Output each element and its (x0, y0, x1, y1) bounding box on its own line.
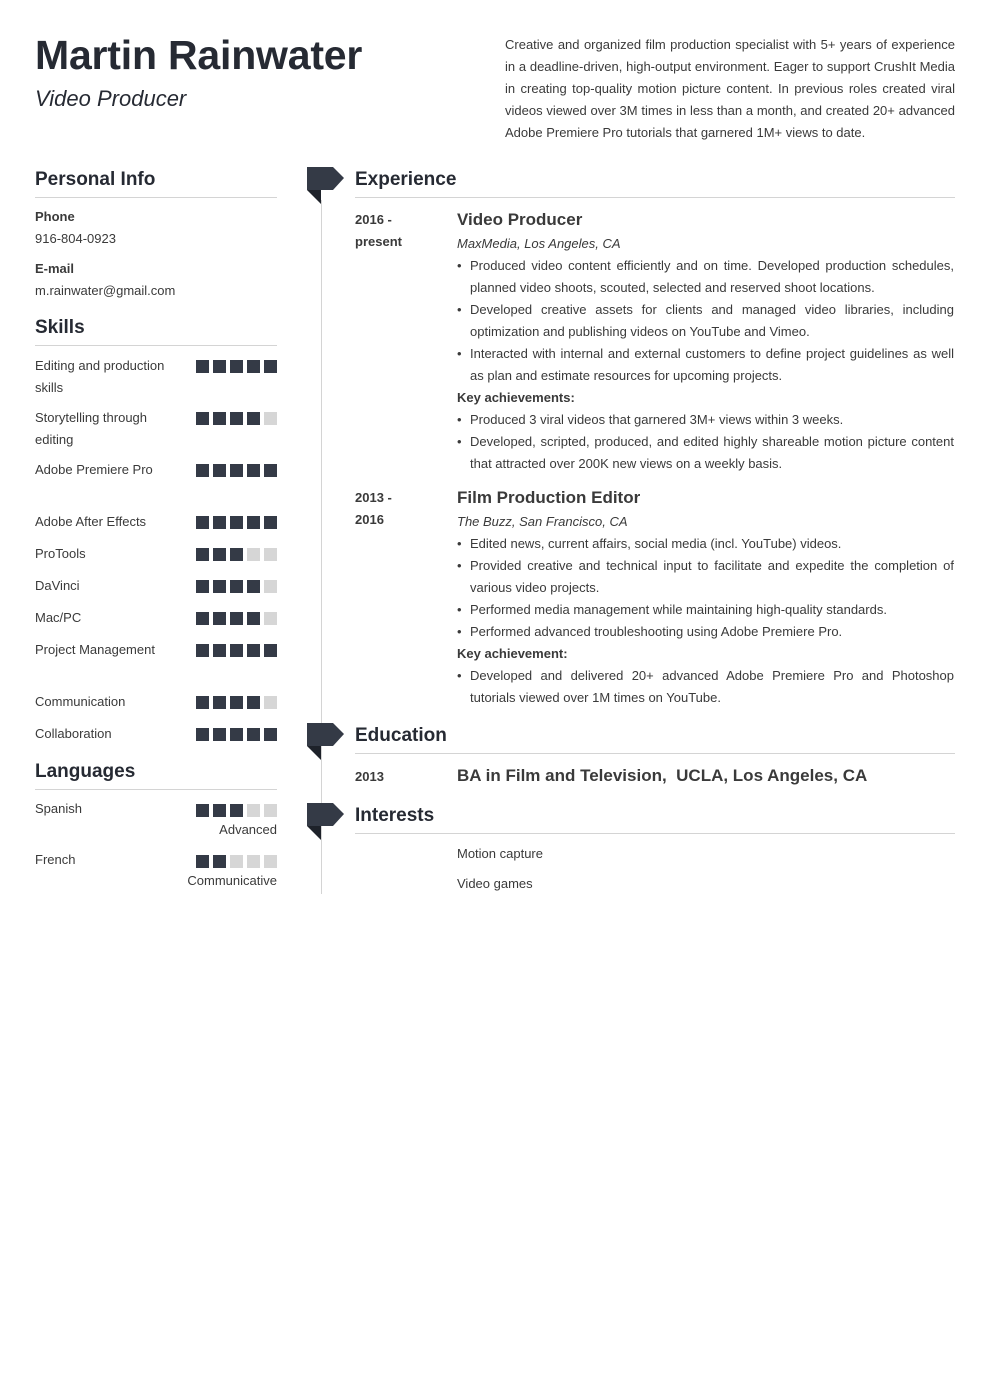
rating-square-icon (213, 696, 226, 709)
skill-name: Storytelling through editing (35, 410, 148, 447)
rating-square-icon (196, 804, 209, 817)
rating-square-icon (213, 516, 226, 529)
rating-square-icon (213, 855, 226, 868)
skill-rating (196, 728, 277, 741)
rating-square-icon (247, 360, 260, 373)
rating-square-icon (264, 855, 277, 868)
rating-square-icon (247, 516, 260, 529)
rating-square-icon (196, 360, 209, 373)
rating-square-icon (264, 804, 277, 817)
rating-square-icon (213, 580, 226, 593)
rating-square-icon (230, 855, 243, 868)
rating-square-icon (264, 360, 277, 373)
rating-square-icon (264, 464, 277, 477)
job-company: MaxMedia, Los Angeles, CA (457, 236, 621, 251)
achievement-bullet: • Produced 3 viral videos that garnered 3M+ views within 3 weeks. (457, 409, 954, 431)
rating-square-icon (264, 696, 277, 709)
education-degree: BA in Film and Television, UCLA, Los Angeles, CA (457, 766, 868, 785)
rating-square-icon (247, 580, 260, 593)
skill-rating (196, 548, 277, 561)
job-date (355, 487, 435, 531)
rating-square-icon (213, 412, 226, 425)
rating-square-icon (213, 360, 226, 373)
skill-rating (196, 464, 277, 477)
candidate-name: Martin Rainwater (35, 32, 363, 78)
job-date-start: 2016 - (355, 212, 392, 227)
language-rating (196, 855, 277, 868)
rating-square-icon (230, 580, 243, 593)
rating-square-icon (230, 612, 243, 625)
rating-square-icon (196, 728, 209, 741)
candidate-title: Video Producer (35, 86, 187, 111)
section-ribbon-icon (307, 803, 344, 840)
achievement-bullets (457, 409, 954, 475)
rating-square-icon (230, 804, 243, 817)
rating-square-icon (196, 855, 209, 868)
rating-square-icon (247, 696, 260, 709)
interest-item: Video games (457, 876, 533, 891)
skill-rating (196, 360, 277, 373)
rating-square-icon (196, 516, 209, 529)
email-label: E-mail (35, 261, 75, 276)
skill-name: Adobe After Effects (35, 514, 147, 529)
rating-square-icon (230, 516, 243, 529)
rating-square-icon (230, 464, 243, 477)
skill-rating (196, 412, 277, 425)
rating-square-icon (264, 644, 277, 657)
rating-square-icon (196, 580, 209, 593)
skill-rating (196, 612, 277, 625)
achievement-bullet: • Developed, scripted, produced, and edited highly shareable motion picture content that attracted over 200K new views on a weekly basis. (457, 431, 954, 475)
rating-square-icon (247, 804, 260, 817)
section-ribbon-icon (307, 167, 344, 204)
rating-square-icon (230, 360, 243, 373)
rating-square-icon (264, 548, 277, 561)
skill-name: ProTools (35, 546, 86, 561)
skill-rating (196, 696, 277, 709)
rating-square-icon (196, 412, 209, 425)
email-value: m.rainwater@gmail.com (35, 283, 176, 298)
job-bullet: • Interacted with internal and external customers to define project guidelines as well as plan and estimate resources for upcoming projects. (457, 343, 954, 387)
job-date-end: 2016 (355, 512, 384, 527)
job-entry (457, 487, 954, 709)
job-bullet: • Performed advanced troubleshooting using Adobe Premiere Pro. (457, 621, 954, 643)
rating-square-icon (196, 464, 209, 477)
job-bullets (457, 255, 954, 387)
job-bullet: • Performed media management while maintaining high-quality standards. (457, 599, 954, 621)
rating-square-icon (264, 580, 277, 593)
skill-name: DaVinci (35, 578, 80, 593)
timeline-line (321, 200, 322, 894)
achievement-bullets (457, 665, 954, 709)
skill-name: Mac/PC (35, 610, 82, 625)
skill-name: Editing and production skills (35, 358, 165, 395)
job-bullet: • Developed creative assets for clients and managed video libraries, including optimization and publishing videos on YouTube and Vimeo. (457, 299, 954, 343)
rating-square-icon (247, 855, 260, 868)
rating-square-icon (213, 728, 226, 741)
rating-square-icon (264, 412, 277, 425)
job-title: Video Producer (457, 210, 583, 229)
skill-rating (196, 516, 277, 529)
languages-heading: Languages (35, 760, 277, 790)
skill-rating (196, 580, 277, 593)
language-name: Spanish (35, 801, 82, 816)
experience-heading: Experience (355, 168, 955, 198)
skill-name: Collaboration (35, 726, 112, 741)
language-name: French (35, 852, 76, 867)
rating-square-icon (247, 728, 260, 741)
rating-square-icon (213, 464, 226, 477)
rating-square-icon (247, 464, 260, 477)
rating-square-icon (230, 644, 243, 657)
rating-square-icon (230, 548, 243, 561)
rating-square-icon (213, 644, 226, 657)
job-date-end: present (355, 234, 402, 249)
rating-square-icon (264, 612, 277, 625)
job-title: Film Production Editor (457, 488, 641, 507)
rating-square-icon (196, 548, 209, 561)
rating-square-icon (196, 644, 209, 657)
key-achievement-label: Key achievement: (457, 646, 568, 661)
language-level: Communicative (187, 873, 277, 888)
interest-item: Motion capture (457, 846, 543, 861)
skill-rating (196, 644, 277, 657)
education-date: 2013 (355, 769, 384, 784)
skill-name: Communication (35, 694, 126, 709)
job-entry (457, 209, 954, 475)
personal-info-heading: Personal Info (35, 168, 277, 198)
rating-square-icon (196, 612, 209, 625)
phone-value: 916-804-0923 (35, 231, 116, 246)
job-bullet: • Produced video content efficiently and on time. Developed production schedules, planned video shoots, scouted, selected and reserved shoot locations. (457, 255, 954, 299)
achievement-bullet: • Developed and delivered 20+ advanced Adobe Premiere Pro and Photoshop tutorials viewed over 1M times on YouTube. (457, 665, 954, 709)
rating-square-icon (247, 644, 260, 657)
rating-square-icon (230, 696, 243, 709)
rating-square-icon (213, 548, 226, 561)
skill-name: Adobe Premiere Pro (35, 462, 153, 477)
education-heading: Education (355, 724, 955, 754)
language-level: Advanced (219, 822, 277, 837)
job-date (355, 209, 435, 253)
rating-square-icon (230, 412, 243, 425)
rating-square-icon (213, 804, 226, 817)
job-bullet: • Provided creative and technical input to facilitate and expedite the completion of various video projects. (457, 555, 954, 599)
job-bullet: • Edited news, current affairs, social media (incl. YouTube) videos. (457, 533, 954, 555)
job-company: The Buzz, San Francisco, CA (457, 514, 628, 529)
rating-square-icon (196, 696, 209, 709)
rating-square-icon (213, 612, 226, 625)
rating-square-icon (230, 728, 243, 741)
skill-name: Project Management (35, 642, 155, 657)
section-ribbon-icon (307, 723, 344, 760)
job-bullets (457, 533, 954, 643)
summary-paragraph: Creative and organized film production specialist with 5+ years of experience in a deadline-driven, high-output environment. Eager to support CrushIt Media in creating top-quality motion picture content. In previous roles created viral videos viewed over 3M times in less than a month, and created 20+ advanced Adobe Premiere Pro tutorials that garnered 1M+ views to date. (505, 37, 955, 140)
rating-square-icon (247, 548, 260, 561)
rating-square-icon (264, 516, 277, 529)
job-date-start: 2013 - (355, 490, 392, 505)
rating-square-icon (247, 612, 260, 625)
skills-heading: Skills (35, 316, 277, 346)
language-rating (196, 804, 277, 817)
phone-label: Phone (35, 209, 75, 224)
rating-square-icon (264, 728, 277, 741)
interests-heading: Interests (355, 804, 955, 834)
rating-square-icon (247, 412, 260, 425)
key-achievements-label: Key achievements: (457, 390, 575, 405)
